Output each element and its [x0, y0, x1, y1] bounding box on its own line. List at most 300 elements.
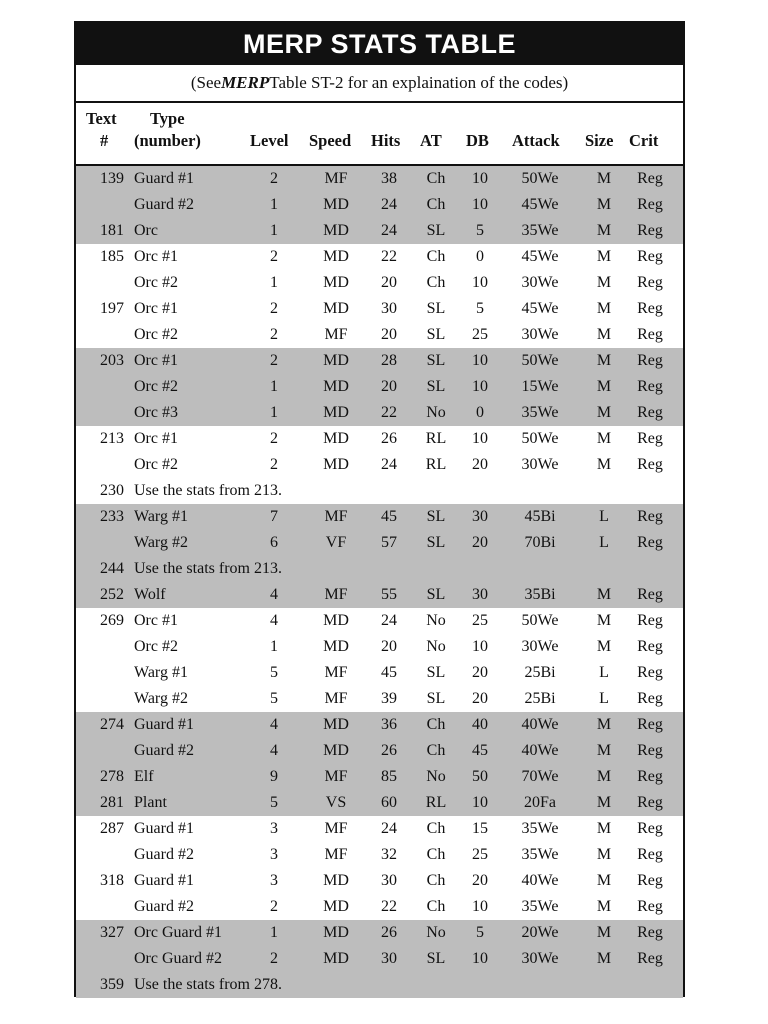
- cell-crit: Reg: [637, 924, 663, 941]
- table-row: [76, 712, 683, 738]
- cell-attack: 25Bi: [524, 690, 556, 707]
- cell-crit: Reg: [637, 768, 663, 785]
- table-row: [76, 816, 683, 842]
- cell-level: 1: [270, 924, 278, 941]
- cell-level: 2: [270, 352, 278, 369]
- cell-hits: 24: [381, 196, 397, 213]
- cell-size: M: [596, 846, 612, 863]
- cell-db: 45: [472, 742, 488, 759]
- cell-attack: 20Fa: [524, 794, 556, 811]
- cell-size: L: [599, 508, 609, 525]
- cell-db: 10: [472, 274, 488, 291]
- table-row: [76, 972, 683, 998]
- cell-hits: 45: [381, 664, 397, 681]
- cell-type: Guard #1: [134, 820, 194, 837]
- table-row: [76, 790, 683, 816]
- cell-hits: 24: [381, 612, 397, 629]
- cell-crit: Reg: [637, 612, 663, 629]
- cell-size: L: [599, 690, 609, 707]
- cell-level: 4: [270, 586, 278, 603]
- cell-crit: Reg: [637, 690, 663, 707]
- cell-size: M: [596, 898, 612, 915]
- cell-speed: MD: [323, 898, 349, 915]
- cell-attack: 35We: [521, 898, 559, 915]
- cell-at: SL: [426, 664, 446, 681]
- cell-crit: Reg: [637, 404, 663, 421]
- cell-hits: 20: [381, 638, 397, 655]
- cell-crit: Reg: [637, 794, 663, 811]
- table-row: [76, 686, 683, 712]
- cell-level: 3: [270, 846, 278, 863]
- header-level: Level: [250, 131, 289, 150]
- cell-db: 30: [472, 508, 488, 525]
- cell-size: M: [596, 352, 612, 369]
- cell-attack: 50We: [521, 430, 559, 447]
- table-row: [76, 582, 683, 608]
- cell-size: M: [596, 768, 612, 785]
- cell-crit: Reg: [637, 898, 663, 915]
- cell-level: 2: [270, 170, 278, 187]
- cell-speed: MF: [324, 846, 348, 863]
- cell-hits: 55: [381, 586, 397, 603]
- cell-level: 2: [270, 326, 278, 343]
- cell-type: Guard #1: [134, 170, 194, 187]
- cell-at: SL: [426, 586, 446, 603]
- table-row: [76, 374, 683, 400]
- cell-type: Guard #2: [134, 196, 194, 213]
- cell-type: Orc #2: [134, 378, 178, 395]
- cell-level: 5: [270, 690, 278, 707]
- cell-text-number: 278: [100, 768, 124, 785]
- table-row: [76, 426, 683, 452]
- stats-table-frame: [74, 21, 685, 997]
- cell-attack: 50We: [521, 612, 559, 629]
- cell-level: 4: [270, 742, 278, 759]
- cell-attack: 35Bi: [524, 586, 556, 603]
- cell-at: Ch: [426, 820, 446, 837]
- cell-attack: 35We: [521, 820, 559, 837]
- cell-size: M: [596, 950, 612, 967]
- cell-at: Ch: [426, 846, 446, 863]
- table-row: [76, 270, 683, 296]
- cell-db: 50: [472, 768, 488, 785]
- cell-crit: Reg: [637, 430, 663, 447]
- cell-speed: MD: [323, 430, 349, 447]
- cell-hits: 39: [381, 690, 397, 707]
- cell-speed: MD: [323, 924, 349, 941]
- cell-hits: 36: [381, 716, 397, 733]
- cell-type: Orc Guard #1: [134, 924, 222, 941]
- cell-size: M: [596, 170, 612, 187]
- cell-at: SL: [426, 378, 446, 395]
- cell-level: 5: [270, 664, 278, 681]
- cell-size: M: [596, 612, 612, 629]
- cell-type: Orc #2: [134, 274, 178, 291]
- column-headers: [76, 103, 683, 166]
- cell-db: 25: [472, 326, 488, 343]
- cell-note: Use the stats from 278.: [134, 976, 282, 993]
- cell-crit: Reg: [637, 352, 663, 369]
- cell-hits: 32: [381, 846, 397, 863]
- cell-type: Orc #1: [134, 300, 178, 317]
- cell-size: M: [596, 326, 612, 343]
- cell-db: 40: [472, 716, 488, 733]
- cell-speed: MF: [324, 326, 348, 343]
- cell-size: M: [596, 716, 612, 733]
- cell-type: Guard #1: [134, 716, 194, 733]
- cell-size: M: [596, 300, 612, 317]
- table-row: [76, 868, 683, 894]
- cell-type: Orc: [134, 222, 158, 239]
- cell-db: 10: [472, 638, 488, 655]
- cell-text-number: 233: [100, 508, 124, 525]
- cell-hits: 24: [381, 222, 397, 239]
- cell-speed: VF: [325, 534, 347, 551]
- cell-speed: MD: [323, 300, 349, 317]
- cell-hits: 26: [381, 742, 397, 759]
- cell-crit: Reg: [637, 586, 663, 603]
- cell-type: Orc #2: [134, 326, 178, 343]
- cell-text-number: 274: [100, 716, 124, 733]
- cell-text-number: 252: [100, 586, 124, 603]
- cell-type: Orc #2: [134, 456, 178, 473]
- table-row: [76, 192, 683, 218]
- cell-size: M: [596, 586, 612, 603]
- cell-text-number: 318: [100, 872, 124, 889]
- cell-crit: Reg: [637, 456, 663, 473]
- table-subtitle: [76, 65, 683, 103]
- cell-crit: Reg: [637, 274, 663, 291]
- cell-level: 2: [270, 300, 278, 317]
- table-row: [76, 478, 683, 504]
- cell-attack: 30We: [521, 326, 559, 343]
- cell-speed: MD: [323, 196, 349, 213]
- cell-at: SL: [426, 508, 446, 525]
- cell-hits: 20: [381, 274, 397, 291]
- cell-at: No: [426, 638, 446, 655]
- cell-text-number: 359: [100, 976, 124, 993]
- cell-at: Ch: [426, 716, 446, 733]
- cell-attack: 35We: [521, 222, 559, 239]
- cell-text-number: 213: [100, 430, 124, 447]
- cell-db: 15: [472, 820, 488, 837]
- cell-db: 10: [472, 378, 488, 395]
- cell-level: 6: [270, 534, 278, 551]
- cell-crit: Reg: [637, 664, 663, 681]
- table-row: [76, 530, 683, 556]
- cell-speed: MD: [323, 872, 349, 889]
- cell-attack: 20We: [521, 924, 559, 941]
- cell-speed: MF: [324, 170, 348, 187]
- cell-size: M: [596, 924, 612, 941]
- cell-attack: 40We: [521, 716, 559, 733]
- cell-hits: 28: [381, 352, 397, 369]
- cell-speed: MD: [323, 638, 349, 655]
- cell-attack: 35We: [521, 404, 559, 421]
- cell-hits: 24: [381, 820, 397, 837]
- cell-size: M: [596, 248, 612, 265]
- cell-db: 10: [472, 430, 488, 447]
- cell-db: 25: [472, 846, 488, 863]
- cell-note: Use the stats from 213.: [134, 482, 282, 499]
- cell-size: M: [596, 456, 612, 473]
- cell-at: Ch: [426, 742, 446, 759]
- cell-size: M: [596, 274, 612, 291]
- header-type-line1: Type: [150, 109, 185, 128]
- cell-db: 20: [472, 664, 488, 681]
- table-row: [76, 556, 683, 582]
- cell-attack: 30We: [521, 456, 559, 473]
- cell-level: 5: [270, 794, 278, 811]
- cell-attack: 15We: [521, 378, 559, 395]
- cell-attack: 40We: [521, 872, 559, 889]
- header-hits: Hits: [371, 131, 401, 150]
- cell-at: SL: [426, 222, 446, 239]
- cell-speed: MD: [323, 950, 349, 967]
- cell-text-number: 203: [100, 352, 124, 369]
- cell-crit: Reg: [637, 378, 663, 395]
- cell-hits: 30: [381, 950, 397, 967]
- cell-speed: MD: [323, 612, 349, 629]
- table-row: [76, 504, 683, 530]
- cell-type: Orc #2: [134, 638, 178, 655]
- cell-text-number: 139: [100, 170, 124, 187]
- cell-note: Use the stats from 213.: [134, 560, 282, 577]
- cell-size: M: [596, 820, 612, 837]
- table-row: [76, 608, 683, 634]
- cell-speed: VS: [325, 794, 347, 811]
- cell-hits: 38: [381, 170, 397, 187]
- cell-crit: Reg: [637, 300, 663, 317]
- cell-db: 30: [472, 586, 488, 603]
- cell-hits: 85: [381, 768, 397, 785]
- cell-size: M: [596, 794, 612, 811]
- cell-size: M: [596, 872, 612, 889]
- cell-at: RL: [425, 456, 447, 473]
- cell-level: 1: [270, 638, 278, 655]
- cell-speed: MD: [323, 248, 349, 265]
- cell-level: 1: [270, 378, 278, 395]
- cell-crit: Reg: [637, 170, 663, 187]
- cell-attack: 30We: [521, 950, 559, 967]
- cell-hits: 22: [381, 248, 397, 265]
- cell-crit: Reg: [637, 248, 663, 265]
- cell-text-number: 244: [100, 560, 124, 577]
- cell-at: No: [426, 768, 446, 785]
- cell-attack: 70We: [521, 768, 559, 785]
- cell-type: Elf: [134, 768, 154, 785]
- cell-crit: Reg: [637, 222, 663, 239]
- cell-level: 1: [270, 222, 278, 239]
- cell-text-number: 327: [100, 924, 124, 941]
- cell-type: Orc #1: [134, 430, 178, 447]
- cell-text-number: 230: [100, 482, 124, 499]
- cell-attack: 30We: [521, 638, 559, 655]
- cell-hits: 26: [381, 430, 397, 447]
- header-text-line1: Text: [86, 109, 117, 128]
- header-at: AT: [420, 131, 442, 150]
- cell-at: SL: [426, 950, 446, 967]
- cell-db: 10: [472, 352, 488, 369]
- cell-db: 20: [472, 456, 488, 473]
- cell-speed: MD: [323, 222, 349, 239]
- cell-db: 5: [476, 300, 484, 317]
- cell-hits: 22: [381, 898, 397, 915]
- cell-size: M: [596, 430, 612, 447]
- cell-at: Ch: [426, 196, 446, 213]
- cell-crit: Reg: [637, 950, 663, 967]
- cell-type: Warg #1: [134, 664, 188, 681]
- cell-db: 10: [472, 898, 488, 915]
- cell-attack: 35We: [521, 846, 559, 863]
- cell-type: Guard #2: [134, 846, 194, 863]
- cell-speed: MF: [324, 586, 348, 603]
- cell-text-number: 181: [100, 222, 124, 239]
- cell-crit: Reg: [637, 716, 663, 733]
- cell-speed: MD: [323, 274, 349, 291]
- cell-text-number: 287: [100, 820, 124, 837]
- table-row: [76, 296, 683, 322]
- cell-hits: 45: [381, 508, 397, 525]
- subtitle-emphasis: MERP: [221, 73, 270, 92]
- cell-level: 2: [270, 950, 278, 967]
- cell-attack: 70Bi: [524, 534, 556, 551]
- subtitle-suffix: Table ST-2 for an explaination of the codes): [269, 73, 569, 92]
- cell-text-number: 197: [100, 300, 124, 317]
- cell-crit: Reg: [637, 508, 663, 525]
- table-row: [76, 920, 683, 946]
- table-row: [76, 322, 683, 348]
- cell-db: 10: [472, 170, 488, 187]
- cell-speed: MD: [323, 404, 349, 421]
- cell-level: 2: [270, 430, 278, 447]
- cell-at: RL: [425, 430, 447, 447]
- cell-crit: Reg: [637, 326, 663, 343]
- cell-db: 10: [472, 950, 488, 967]
- cell-at: Ch: [426, 274, 446, 291]
- cell-at: Ch: [426, 248, 446, 265]
- table-row: [76, 166, 683, 192]
- cell-size: M: [596, 196, 612, 213]
- cell-crit: Reg: [637, 872, 663, 889]
- cell-level: 1: [270, 196, 278, 213]
- cell-speed: MF: [324, 820, 348, 837]
- cell-attack: 50We: [521, 352, 559, 369]
- cell-at: No: [426, 404, 446, 421]
- cell-speed: MF: [324, 664, 348, 681]
- cell-hits: 30: [381, 300, 397, 317]
- cell-size: M: [596, 378, 612, 395]
- cell-speed: MF: [324, 508, 348, 525]
- cell-at: Ch: [426, 898, 446, 915]
- table-row: [76, 660, 683, 686]
- table-row: [76, 634, 683, 660]
- table-row: [76, 218, 683, 244]
- cell-size: L: [599, 534, 609, 551]
- cell-type: Guard #1: [134, 872, 194, 889]
- table-row: [76, 842, 683, 868]
- subtitle-prefix: (See: [190, 73, 222, 92]
- cell-speed: MD: [323, 742, 349, 759]
- cell-level: 1: [270, 404, 278, 421]
- cell-attack: 50We: [521, 170, 559, 187]
- table-row: [76, 244, 683, 270]
- cell-level: 4: [270, 716, 278, 733]
- cell-speed: MD: [323, 378, 349, 395]
- cell-at: No: [426, 612, 446, 629]
- cell-type: Orc Guard #2: [134, 950, 222, 967]
- cell-db: 5: [476, 222, 484, 239]
- table-row: [76, 894, 683, 920]
- cell-level: 1: [270, 274, 278, 291]
- cell-type: Orc #3: [134, 404, 178, 421]
- cell-text-number: 269: [100, 612, 124, 629]
- cell-hits: 30: [381, 872, 397, 889]
- header-size: Size: [585, 131, 614, 150]
- cell-level: 2: [270, 898, 278, 915]
- cell-at: SL: [426, 300, 446, 317]
- cell-level: 3: [270, 872, 278, 889]
- cell-attack: 30We: [521, 274, 559, 291]
- cell-hits: 57: [381, 534, 397, 551]
- cell-attack: 45Bi: [524, 508, 556, 525]
- cell-at: No: [426, 924, 446, 941]
- cell-type: Guard #2: [134, 742, 194, 759]
- header-speed: Speed: [309, 131, 352, 150]
- cell-crit: Reg: [637, 820, 663, 837]
- cell-text-number: 281: [100, 794, 124, 811]
- cell-hits: 26: [381, 924, 397, 941]
- cell-hits: 20: [381, 326, 397, 343]
- cell-db: 10: [472, 794, 488, 811]
- cell-type: Warg #2: [134, 534, 188, 551]
- cell-attack: 40We: [521, 742, 559, 759]
- table-row: [76, 452, 683, 478]
- cell-size: M: [596, 742, 612, 759]
- header-db: DB: [466, 131, 489, 150]
- cell-at: SL: [426, 690, 446, 707]
- table-row: [76, 400, 683, 426]
- cell-hits: 20: [381, 378, 397, 395]
- cell-db: 0: [476, 404, 484, 421]
- cell-crit: Reg: [637, 196, 663, 213]
- cell-text-number: 185: [100, 248, 124, 265]
- table-row: [76, 348, 683, 374]
- cell-speed: MD: [323, 716, 349, 733]
- cell-at: Ch: [426, 170, 446, 187]
- cell-level: 3: [270, 820, 278, 837]
- cell-attack: 45We: [521, 248, 559, 265]
- cell-level: 4: [270, 612, 278, 629]
- cell-type: Wolf: [134, 586, 166, 603]
- table-row: [76, 738, 683, 764]
- cell-type: Plant: [134, 794, 167, 811]
- cell-crit: Reg: [637, 846, 663, 863]
- cell-at: SL: [426, 326, 446, 343]
- cell-hits: 22: [381, 404, 397, 421]
- cell-type: Orc #1: [134, 248, 178, 265]
- cell-at: SL: [426, 534, 446, 551]
- cell-type: Warg #2: [134, 690, 188, 707]
- cell-attack: 45We: [521, 300, 559, 317]
- cell-at: Ch: [426, 872, 446, 889]
- cell-speed: MD: [323, 456, 349, 473]
- table-body: [76, 166, 683, 998]
- header-type-line2: (number): [134, 131, 201, 150]
- cell-type: Warg #1: [134, 508, 188, 525]
- cell-db: 20: [472, 690, 488, 707]
- cell-hits: 60: [381, 794, 397, 811]
